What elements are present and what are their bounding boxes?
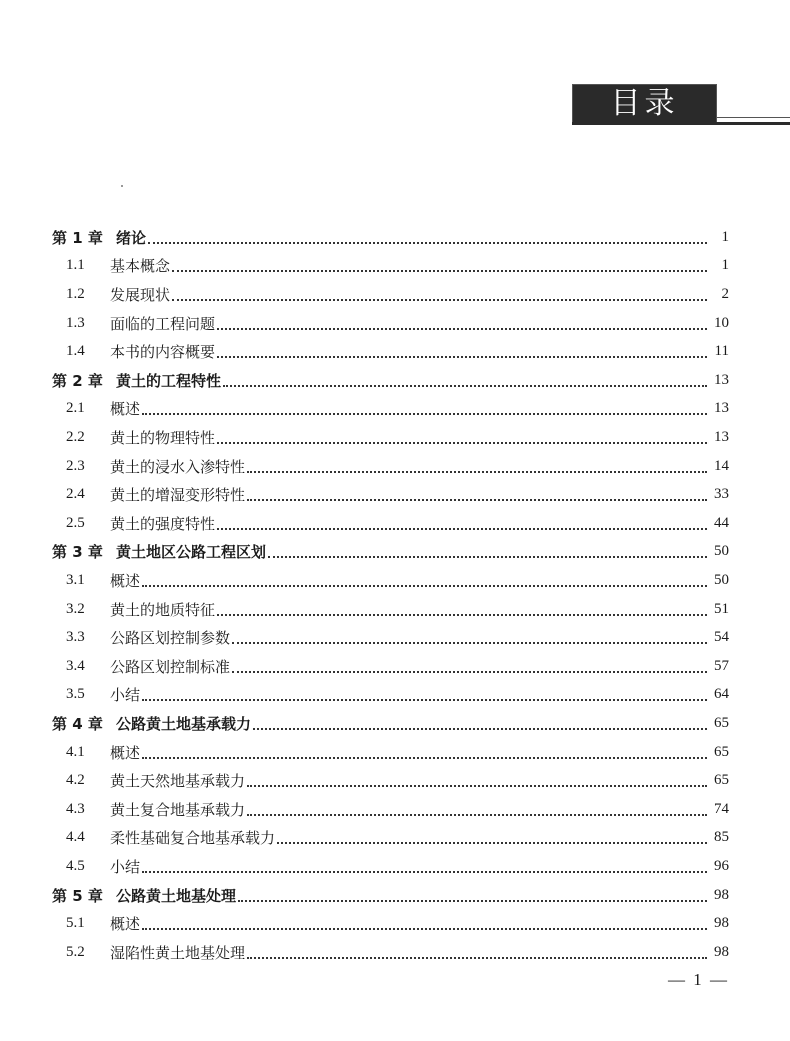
toc-section-row[interactable] (66, 595, 729, 624)
section-title: 小结 (110, 686, 141, 705)
toc-section-row[interactable] (66, 681, 729, 710)
section-number: 2.2 (66, 428, 85, 445)
page-number: 54 (714, 629, 729, 646)
dot-leader (217, 355, 707, 358)
page-number: 65 (714, 714, 729, 731)
toc-section-row[interactable] (66, 623, 729, 652)
dot-leader (217, 441, 707, 444)
dot-leader (232, 641, 707, 644)
dot-leader (247, 784, 707, 787)
chapter-title: 黄土的工程特性 (116, 371, 222, 390)
dot-leader (148, 241, 707, 244)
dot-leader (172, 269, 707, 272)
page-number: 74 (714, 800, 729, 817)
toc-section-row[interactable] (66, 309, 729, 338)
toc-section-row[interactable] (66, 938, 729, 967)
dot-leader (223, 384, 707, 387)
section-title: 黄土天然地基承载力 (110, 772, 246, 791)
page-number: 98 (714, 915, 729, 932)
section-title: 发展现状 (110, 285, 171, 304)
chapter-title: 公路黄土地基处理 (116, 886, 237, 905)
section-number: 2.3 (66, 457, 85, 474)
page-number: 50 (714, 571, 729, 588)
dot-leader (142, 412, 707, 415)
section-number: 2.1 (66, 400, 85, 417)
dot-leader (217, 527, 707, 530)
page-number: 2 (721, 285, 729, 302)
section-number: 4.3 (66, 800, 85, 817)
page-number: 64 (714, 686, 729, 703)
toc-section-row[interactable] (66, 824, 729, 853)
toc-section-row[interactable] (66, 652, 729, 681)
section-number: 3.2 (66, 600, 85, 617)
section-title: 基本概念 (110, 257, 171, 276)
page-number: 98 (714, 943, 729, 960)
dot-leader (238, 899, 707, 902)
toc-section-row[interactable] (66, 852, 729, 881)
section-title: 黄土的增湿变形特性 (110, 486, 246, 505)
section-number: 3.1 (66, 571, 85, 588)
section-number: 5.1 (66, 915, 85, 932)
toc-section-row[interactable] (66, 795, 729, 824)
page-number: 44 (714, 514, 729, 531)
toc-section-row[interactable] (66, 423, 729, 452)
toc-section-row[interactable] (66, 566, 729, 595)
chapter-number: 第 4 章 (52, 714, 103, 733)
toc-title-banner (572, 84, 717, 124)
toc-section-row[interactable] (66, 480, 729, 509)
toc-chapter-row[interactable] (52, 881, 729, 910)
page-title: 目录 (610, 86, 679, 121)
dot-leader (253, 727, 707, 730)
toc-chapter-row[interactable] (52, 538, 729, 567)
section-number: 1.1 (66, 257, 85, 274)
dot-leader (142, 756, 707, 759)
page-number: 14 (714, 457, 729, 474)
page-number: 11 (714, 343, 729, 360)
page-number: 65 (714, 743, 729, 760)
section-title: 概述 (110, 400, 141, 419)
page-number: 10 (714, 314, 729, 331)
dot-leader (232, 670, 707, 673)
chapter-number: 第 5 章 (52, 886, 103, 905)
chapter-number: 第 3 章 (52, 543, 103, 562)
page-number: 85 (714, 829, 729, 846)
toc-section-row[interactable] (66, 395, 729, 424)
page-number: 50 (714, 543, 729, 560)
section-number: 1.3 (66, 314, 85, 331)
dot-leader (142, 698, 707, 701)
toc-section-row[interactable] (66, 909, 729, 938)
section-number: 2.5 (66, 514, 85, 531)
toc-section-row[interactable] (66, 280, 729, 309)
section-title: 湿陷性黄土地基处理 (110, 943, 246, 962)
page-number: 65 (714, 772, 729, 789)
dot-leader (268, 555, 707, 558)
section-number: 4.4 (66, 829, 85, 846)
section-number: 4.2 (66, 772, 85, 789)
page-number: 57 (714, 657, 729, 674)
section-title: 概述 (110, 571, 141, 590)
dot-leader (172, 298, 707, 301)
section-number: 1.2 (66, 285, 85, 302)
page-number: 51 (714, 600, 729, 617)
section-title: 概述 (110, 915, 141, 934)
page-number: 33 (714, 486, 729, 503)
section-title: 概述 (110, 743, 141, 762)
dot-leader (142, 584, 707, 587)
chapter-title: 绪论 (116, 228, 147, 247)
page-number: 13 (714, 371, 729, 388)
page-number: 98 (714, 886, 729, 903)
toc-section-row[interactable] (66, 337, 729, 366)
dot-leader (247, 470, 707, 473)
toc-section-row[interactable] (66, 766, 729, 795)
chapter-title: 黄土地区公路工程区划 (116, 543, 267, 562)
toc-section-row[interactable] (66, 252, 729, 281)
page-number: 13 (714, 400, 729, 417)
chapter-number: 第 1 章 (52, 228, 103, 247)
scan-speck (121, 185, 123, 187)
toc-chapter-row[interactable] (52, 223, 729, 252)
section-title: 公路区划控制标准 (110, 657, 231, 676)
section-number: 5.2 (66, 943, 85, 960)
section-number: 4.5 (66, 857, 85, 874)
section-title: 小结 (110, 857, 141, 876)
title-rule-thin (717, 117, 790, 118)
toc-section-row[interactable] (66, 509, 729, 538)
section-title: 本书的内容概要 (110, 343, 216, 362)
dot-leader (247, 956, 707, 959)
toc-chapter-row[interactable] (52, 366, 729, 395)
section-number: 3.3 (66, 629, 85, 646)
dot-leader (247, 813, 707, 816)
toc-section-row[interactable] (66, 738, 729, 767)
page-number: 13 (714, 428, 729, 445)
section-title: 黄土复合地基承载力 (110, 800, 246, 819)
section-title: 黄土的浸水入渗特性 (110, 457, 246, 476)
section-title: 黄土的强度特性 (110, 514, 216, 533)
page-number: 96 (714, 857, 729, 874)
section-title: 黄土的物理特性 (110, 428, 216, 447)
section-number: 3.4 (66, 657, 85, 674)
title-rule (572, 122, 790, 125)
section-number: 3.5 (66, 686, 85, 703)
dot-leader (217, 613, 707, 616)
chapter-number: 第 2 章 (52, 371, 103, 390)
page-number: 1 (721, 257, 729, 274)
section-number: 4.1 (66, 743, 85, 760)
toc-chapter-row[interactable] (52, 709, 729, 738)
section-title: 公路区划控制参数 (110, 629, 231, 648)
section-number: 2.4 (66, 486, 85, 503)
dot-leader (142, 927, 707, 930)
section-title: 黄土的地质特征 (110, 600, 216, 619)
toc-section-row[interactable] (66, 452, 729, 481)
section-title: 柔性基础复合地基承载力 (110, 829, 276, 848)
dot-leader (142, 870, 707, 873)
dot-leader (217, 327, 707, 330)
section-number: 1.4 (66, 343, 85, 360)
footer-page-number: — 1 — (668, 970, 729, 989)
dot-leader (277, 841, 707, 844)
page-number: 1 (721, 228, 729, 245)
dot-leader (247, 498, 707, 501)
section-title: 面临的工程问题 (110, 314, 216, 333)
chapter-title: 公路黄土地基承载力 (116, 714, 252, 733)
